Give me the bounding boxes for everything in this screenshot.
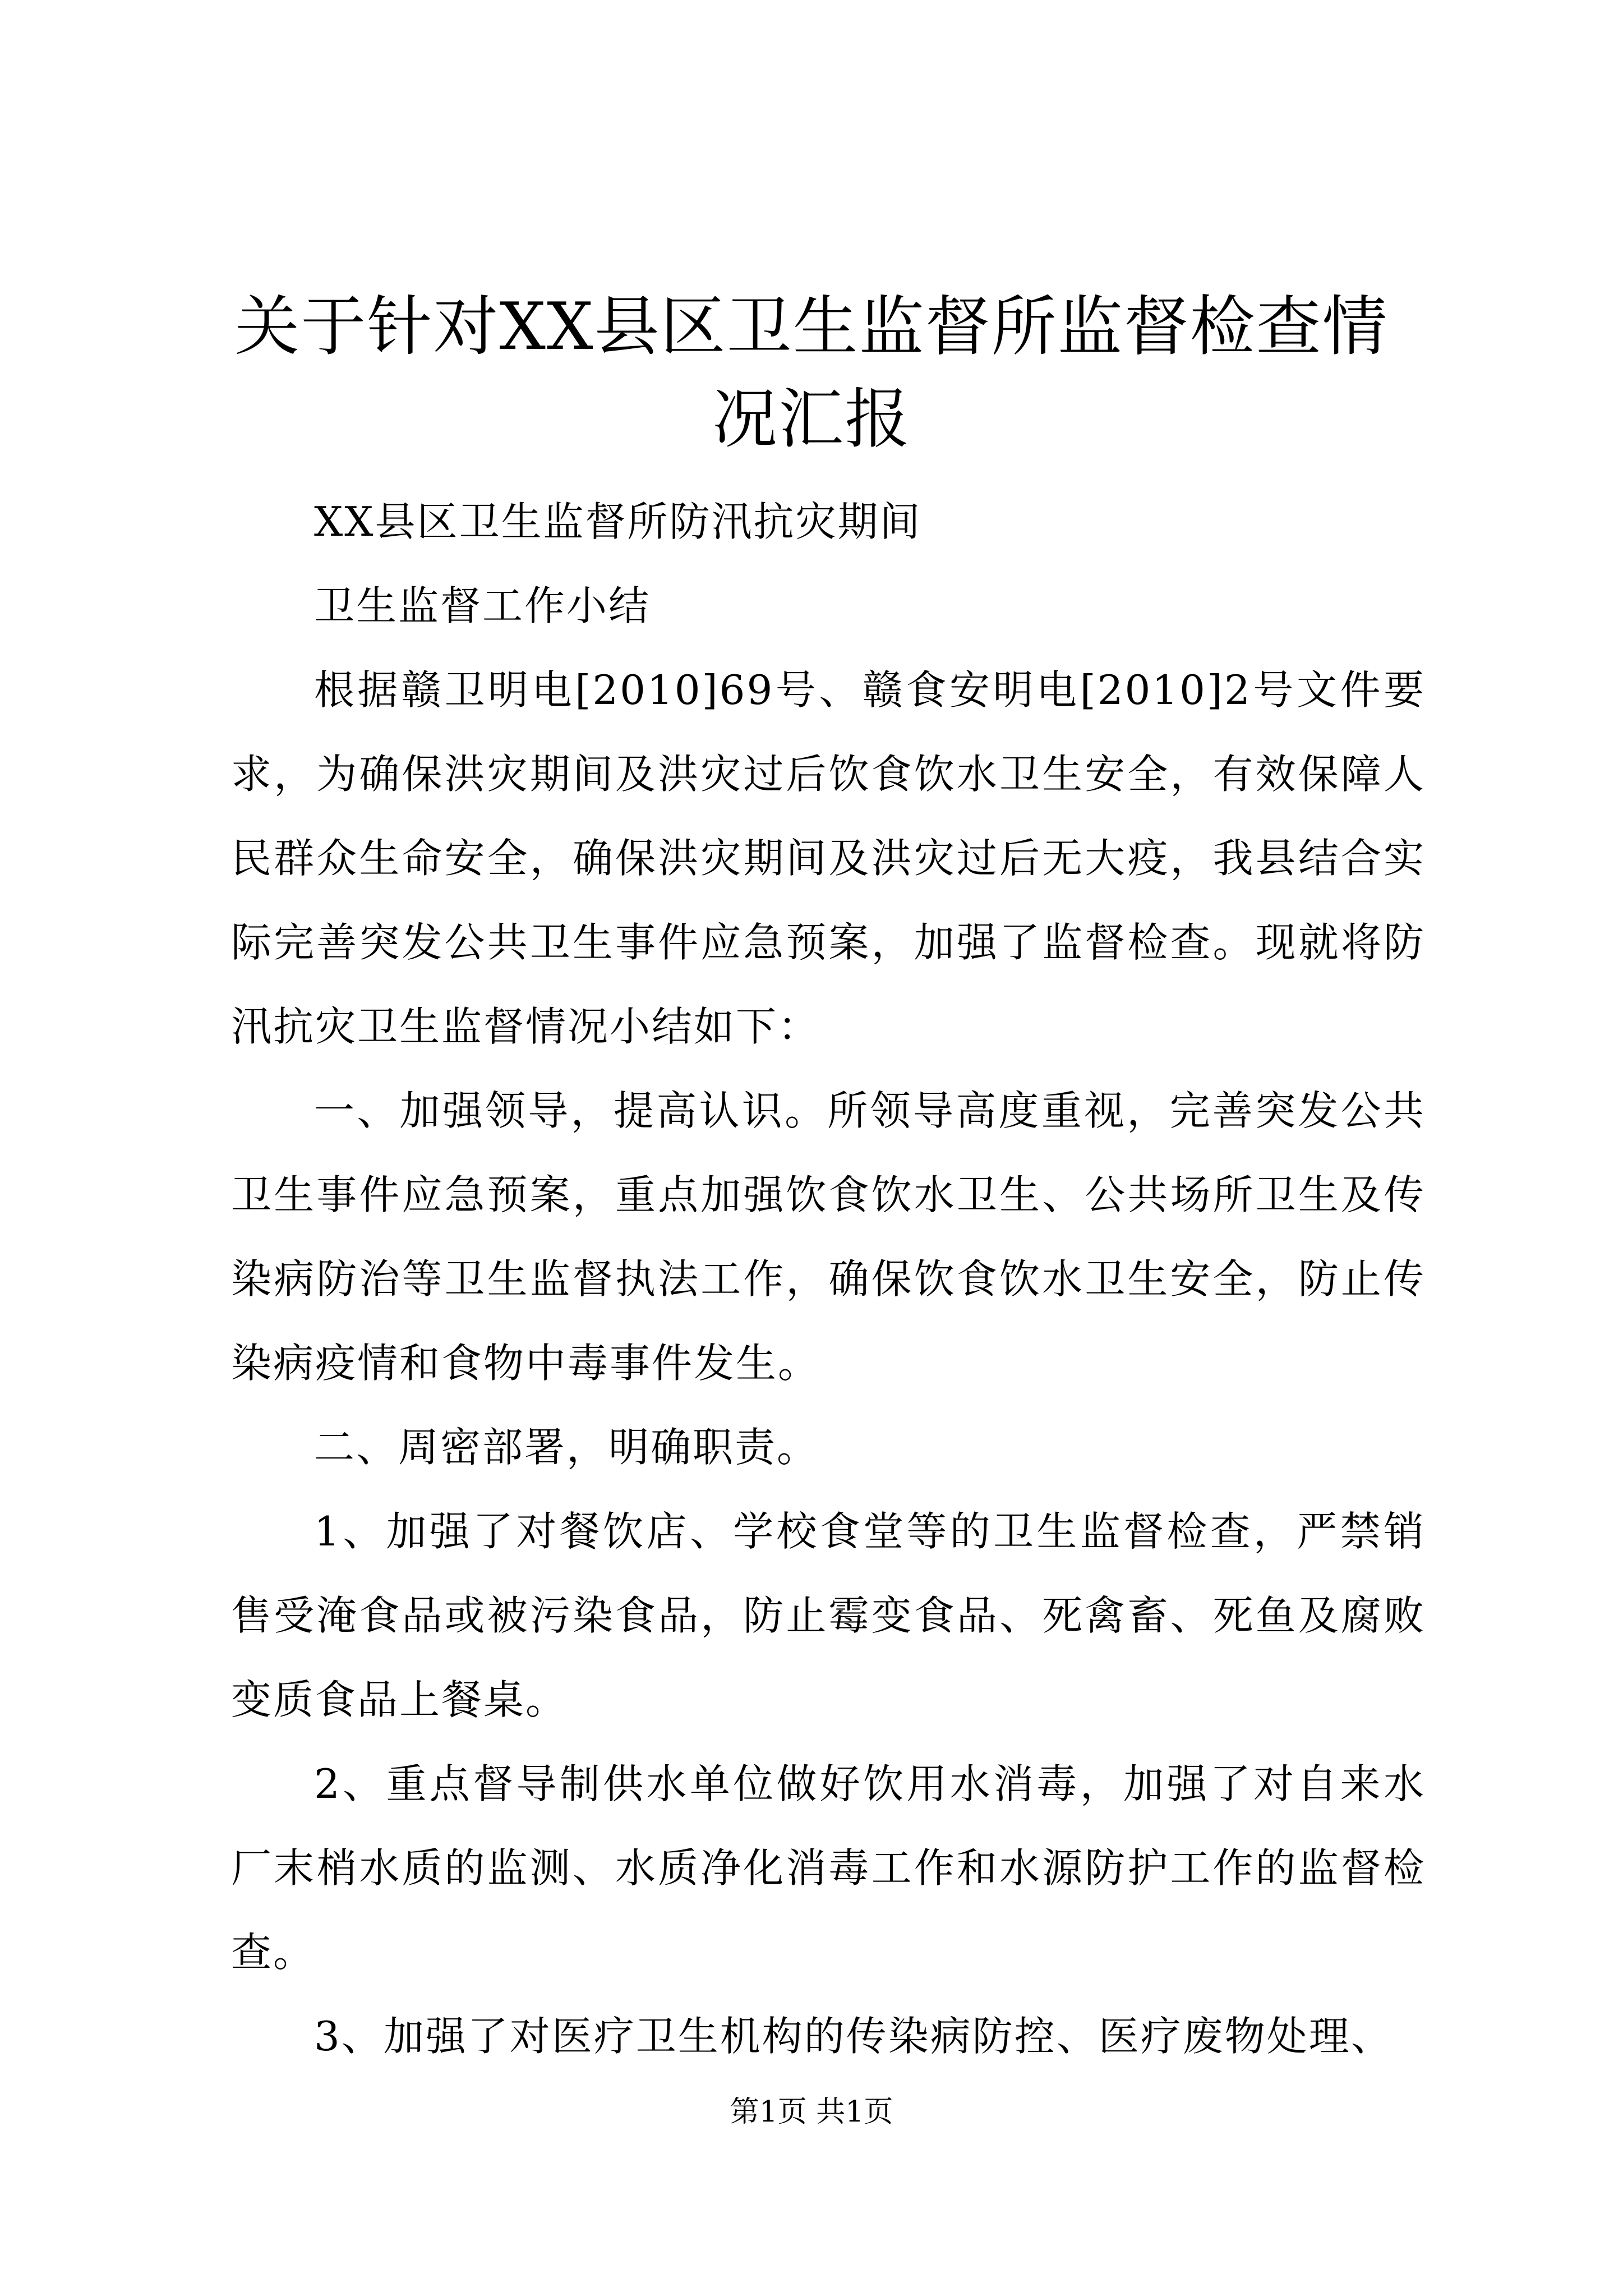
paragraph-section-1: 一、加强领导，提高认识。所领导高度重视，完善突发公共卫生事件应急预案，重点加强饮食饮水卫生、公共场所卫生及传染病防治等卫生监督执法工作，确保饮食饮水卫生安全，防止传染病疫情和食物中毒事件发生。 (231, 1087, 1426, 1387)
document-title: 关于针对XX县区卫生监督所监督检查情况汇报 (234, 289, 1389, 457)
paragraph-intro: 根据赣卫明电[2010]69号、赣食安明电[2010]2号文件要求，为确保洪灾期间及洪灾过后饮食饮水卫生安全，有效保障人民群众生命安全，确保洪灾期间及洪灾过后无大疫，我县结合实际完善突发公共卫生事件应急预案，加强了监督检查。现就将防汛抗灾卫生监督情况小结如下： (231, 666, 1426, 1050)
document-body (231, 480, 1426, 2078)
paragraph-item-1: 1、加强了对餐饮店、学校食堂等的卫生监督检查，严禁销售受淹食品或被污染食品，防止霉变食品、死禽畜、死鱼及腐败变质食品上餐桌。 (231, 1508, 1426, 1723)
paragraph-item-2: 2、重点督导制供水单位做好饮用水消毒，加强了对自来水厂末梢水质的监测、水质净化消毒工作和水源防护工作的监督检查。 (231, 1760, 1426, 1976)
paragraph-section-2: 二、周密部署，明确职责。 (314, 1424, 819, 1471)
paragraph-subtitle-1: XX县区卫生监督所防汛抗灾期间 (314, 498, 922, 545)
page-footer: 第1页 共1页 (730, 2095, 893, 2129)
paragraph-item-3: 3、加强了对医疗卫生机构的传染病防控、医疗废物处理、 (314, 2013, 1393, 2060)
paragraph-subtitle-2: 卫生监督工作小结 (314, 582, 651, 629)
